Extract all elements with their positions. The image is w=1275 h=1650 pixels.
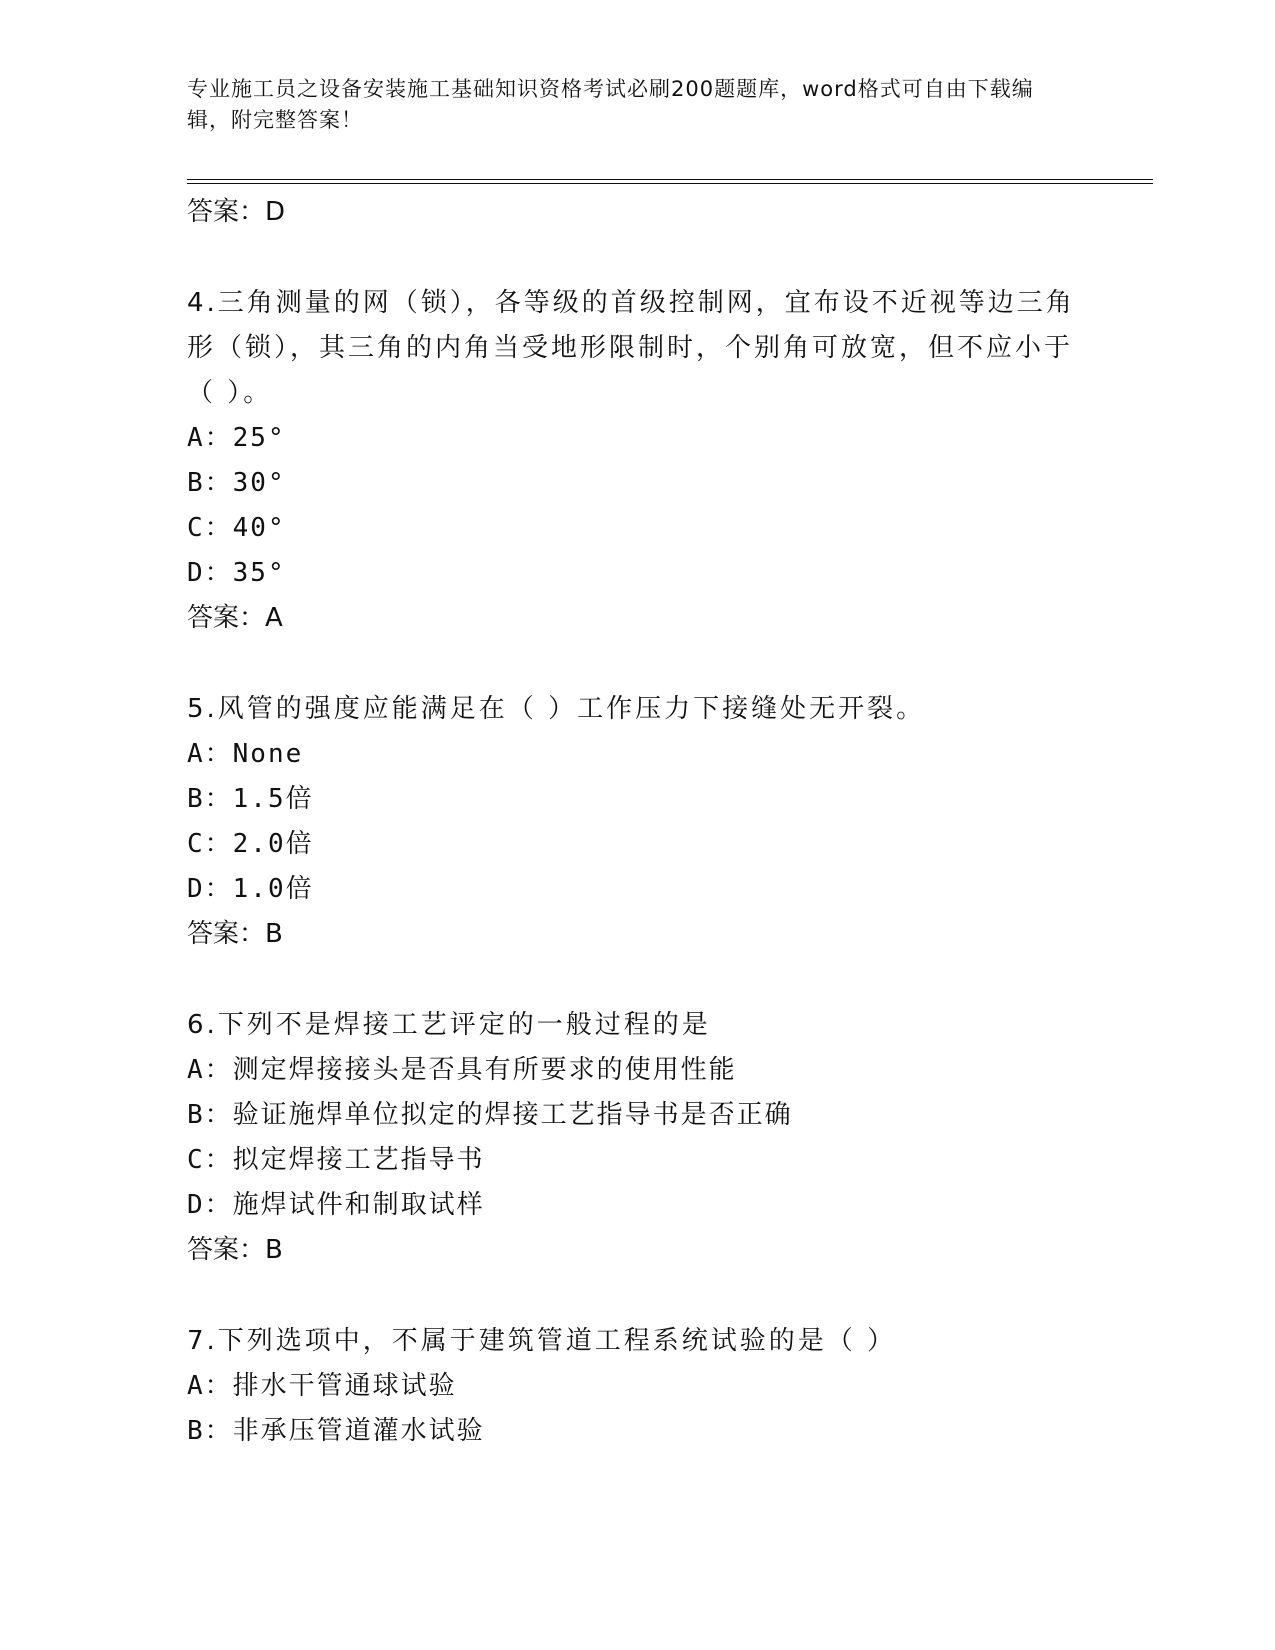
answer-label: 答案：B	[187, 1235, 283, 1265]
spacer	[187, 1272, 1077, 1319]
header-divider-line-double	[187, 183, 1153, 184]
option-a: A：None	[187, 739, 304, 769]
question-stem: 6.下列不是焊接工艺评定的一般过程的是	[187, 1010, 711, 1040]
question-list	[187, 190, 1077, 1454]
question-stem: 7.下列选项中，不属于建筑管道工程系统试验的是（ ）	[187, 1326, 897, 1356]
option-c: C：2.0倍	[187, 829, 314, 859]
question-stem: 4.三角测量的网（锁），各等级的首级控制网，宜布设不近视等边三角形（锁），其三角的内角当受地形限制时，个别角可放宽，但不应小于（ ）。	[187, 288, 1075, 408]
spacer	[187, 234, 1077, 281]
option-b: B：非承压管道灌水试验	[187, 1416, 485, 1446]
option-a: A：排水干管通球试验	[187, 1371, 457, 1401]
option-d: D：1.0倍	[187, 874, 314, 904]
question-stem: 5.风管的强度应能满足在（ ）工作压力下接缝处无开裂。	[187, 694, 926, 724]
answer-label: 答案：A	[187, 603, 283, 633]
answer-label: 答案：B	[187, 919, 283, 949]
header-divider-line	[187, 179, 1153, 180]
option-b: B：验证施焊单位拟定的焊接工艺指导书是否正确	[187, 1100, 793, 1130]
option-d: D：施焊试件和制取试样	[187, 1190, 485, 1220]
option-c: C：40°	[187, 513, 286, 543]
document-header: 专业施工员之设备安装施工基础知识资格考试必刷200题题库，word格式可自由下载编辑，附完整答案！	[187, 77, 1034, 132]
option-a: A：测定焊接接头是否具有所要求的使用性能	[187, 1055, 737, 1085]
option-a: A：25°	[187, 423, 286, 453]
option-b: B：1.5倍	[187, 784, 314, 814]
option-b: B：30°	[187, 468, 286, 498]
option-d: D：35°	[187, 558, 286, 588]
spacer	[187, 956, 1077, 1003]
option-c: C：拟定焊接工艺指导书	[187, 1145, 485, 1175]
spacer	[187, 640, 1077, 687]
answer-label: 答案：D	[187, 197, 286, 227]
